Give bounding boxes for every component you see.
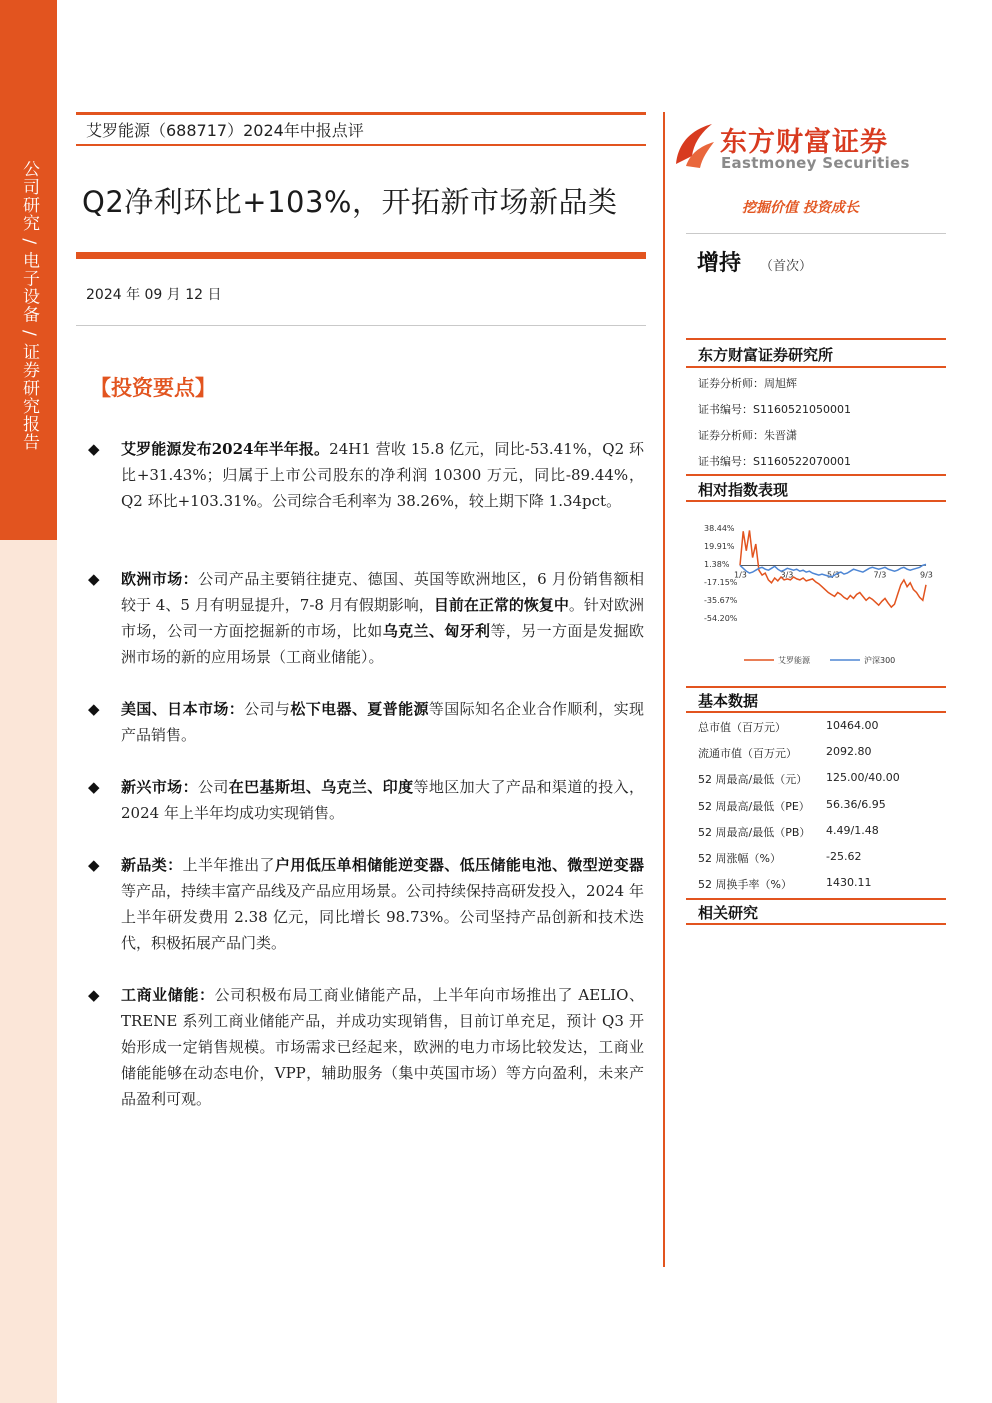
basic-data-value: 125.00/40.00	[826, 771, 900, 785]
highlight-segment: 上半年推出了	[182, 856, 275, 874]
institute-rule	[686, 338, 946, 340]
basic-data-rule	[686, 686, 946, 688]
related-rule-bottom	[686, 923, 946, 925]
header-sub-rule	[76, 144, 646, 146]
x-tick-label: 5/3	[827, 570, 840, 580]
highlight-item	[88, 774, 644, 826]
report-type: 艾罗能源（688717）2024年中报点评	[86, 121, 364, 140]
highlight-emphasis: 欧洲市场：	[121, 570, 199, 588]
analyst-2-name: 证券分析师：朱晋潇	[698, 429, 797, 442]
highlight-emphasis: 工商业储能：	[121, 986, 215, 1004]
highlight-item	[88, 566, 644, 670]
basic-data-label: 52 周换手率（%）	[698, 878, 792, 892]
diamond-bullet-icon: ◆	[88, 570, 100, 588]
highlight-emphasis: 美国、日本市场：	[121, 700, 245, 718]
highlight-emphasis: 松下电器、夏普能源	[290, 700, 429, 718]
highlight-text	[121, 982, 644, 1112]
x-tick-label: 1/3	[734, 570, 747, 580]
chart-rule	[686, 474, 946, 476]
diamond-bullet-icon: ◆	[88, 440, 100, 458]
x-tick-label: 7/3	[873, 570, 887, 580]
highlight-text	[121, 436, 644, 514]
brand-logo	[672, 118, 922, 178]
basic-data-value: 2092.80	[826, 745, 872, 759]
basic-data-value: 56.36/6.95	[826, 797, 886, 811]
highlight-emphasis: 户用低压单相储能逆变器、低压储能电池、微型逆变器	[274, 856, 644, 874]
header-top-rule	[76, 112, 646, 115]
highlight-segment: 等，另一方面是发掘欧洲市场的新的应用场景（工商业储能）。	[121, 622, 644, 666]
report-date: 2024 年 09 月 12 日	[86, 287, 222, 303]
analyst-1-cert: 证书编号：S1160521050001	[698, 403, 851, 416]
highlight-segment: 公司产品主要销往捷克、德国、英国等欧洲地区，6 月份销售额相较于 4、5 月有明显提升，7-8 月有假期影响，	[121, 570, 644, 614]
basic-data-label: 52 周最高/最低（元）	[698, 773, 808, 787]
highlight-segment: 等地区加大了产品和渠道的投入，2024 年上半年均成功实现销售。	[121, 778, 644, 822]
section-title: 【投资要点】	[90, 375, 216, 400]
highlight-segment: 24H1 营收 15.8 亿元，同比-53.41%，Q2 环比+31.43%；归属于上市公司股东的净利润 10300 万元，同比-89.44%，Q2 环比+103.31%。公司综合毛利率为 38.26%，较上期下降 1.34pct。	[121, 440, 644, 510]
highlight-segment: 公司	[197, 778, 229, 796]
basic-data-rule-bottom	[686, 711, 946, 713]
title-underline	[76, 252, 646, 259]
analyst-2-cert: 证书编号：S1160522070001	[698, 455, 851, 468]
basic-data-value: 1430.11	[826, 876, 872, 890]
y-tick-label: 19.91%	[704, 542, 735, 552]
highlight-item	[88, 852, 644, 956]
basic-data-value: -25.62	[826, 850, 862, 863]
diamond-bullet-icon: ◆	[88, 856, 100, 874]
institute-title: 东方财富证券研究所	[698, 346, 834, 364]
x-tick-label: 3/3	[780, 570, 794, 580]
related-research-title: 相关研究	[698, 904, 759, 922]
highlight-emphasis: 新品类：	[121, 856, 183, 874]
slogan-divider	[686, 233, 946, 234]
chart-section-title: 相对指数表现	[698, 481, 789, 499]
rating-label: 增持	[697, 251, 742, 276]
highlight-item	[88, 436, 644, 514]
page-title: Q2净利环比+103%，开拓新市场新品类	[82, 185, 618, 219]
brand-slogan: 挖掘价值 投资成长	[742, 200, 859, 216]
highlight-emphasis: 新兴市场：	[121, 778, 198, 796]
highlight-segment: 公司积极布局工商业储能产品，上半年向市场推出了 AELIO、TRENE 系列工商业储能产品，并成功实现销售，目前订单充足，预计 Q3 开始形成一定销售规模。市场需求已经起来，欧洲的电力市场比较发达，工商业储能能够在动态电价，VPP，辅助服务（集中英国市场）等方向盈利，未来产品盈利可观。	[121, 986, 644, 1108]
highlight-emphasis: 目前在正常的恢复中	[433, 596, 569, 614]
highlight-segment: 等国际知名企业合作顺利，实现产品销售。	[121, 700, 644, 744]
highlight-text	[121, 696, 644, 748]
basic-data-label: 52 周涨幅（%）	[698, 852, 781, 865]
institute-rule-bottom	[686, 366, 946, 368]
brand-emblem-icon	[672, 120, 716, 170]
basic-data-title: 基本数据	[698, 692, 759, 710]
highlight-item	[88, 982, 644, 1112]
series-line-0	[740, 530, 926, 607]
legend-label: 沪深300	[864, 656, 896, 665]
y-tick-label: 1.38%	[704, 560, 730, 570]
diamond-bullet-icon: ◆	[88, 986, 100, 1004]
related-rule	[686, 898, 946, 900]
relative-performance-chart	[686, 514, 936, 674]
y-tick-label: -17.15%	[704, 578, 738, 588]
analyst-1-name: 证券分析师：周旭辉	[698, 377, 797, 390]
chart-rule-bottom	[686, 500, 946, 502]
highlight-text	[121, 852, 644, 956]
date-divider	[76, 325, 646, 326]
highlight-emphasis: 在巴基斯坦、乌克兰、印度	[228, 778, 414, 796]
y-tick-label: -54.20%	[704, 614, 738, 623]
highlight-segment: 公司与	[244, 700, 291, 718]
basic-data-label: 流通市值（百万元）	[698, 747, 797, 761]
diamond-bullet-icon: ◆	[88, 700, 100, 718]
column-divider	[663, 112, 665, 1267]
brand-name-cn: 东方财富证券	[720, 127, 888, 158]
highlight-text	[121, 566, 644, 670]
highlight-segment: 。针对欧洲市场，公司一方面挖掘新的市场，比如	[121, 596, 644, 640]
sidebar-category-text: 公司研究 / 电子设备 / 证券研究报告	[19, 160, 39, 452]
basic-data-label: 52 周最高/最低（PB）	[698, 825, 811, 839]
sidebar-band-lower	[0, 540, 57, 1403]
highlight-item	[88, 696, 644, 748]
highlight-emphasis: 艾罗能源发布2024年半年报。	[121, 440, 330, 458]
basic-data-label: 总市值（百万元）	[698, 721, 786, 734]
diamond-bullet-icon: ◆	[88, 778, 100, 796]
basic-data-value: 4.49/1.48	[826, 823, 879, 837]
highlight-text	[121, 774, 644, 826]
highlight-segment: 等产品，持续丰富产品线及产品应用场景。公司持续保持高研发投入，2024 年上半年研发费用 2.38 亿元，同比增长 98.73%。公司坚持产品创新和技术迭代，积极拓展产品门类。	[121, 882, 644, 952]
basic-data-label: 52 周最高/最低（PE）	[698, 799, 810, 813]
x-tick-label: 9/3	[920, 570, 933, 580]
y-tick-label: -35.67%	[704, 595, 738, 605]
brand-name-en: Eastmoney Securities	[721, 154, 910, 172]
rating-note: （首次）	[760, 259, 813, 274]
highlight-emphasis: 乌克兰、匈牙利	[382, 622, 491, 640]
y-tick-label: 38.44%	[704, 524, 735, 533]
basic-data-value: 10464.00	[826, 719, 879, 732]
legend-label: 艾罗能源	[778, 656, 810, 665]
